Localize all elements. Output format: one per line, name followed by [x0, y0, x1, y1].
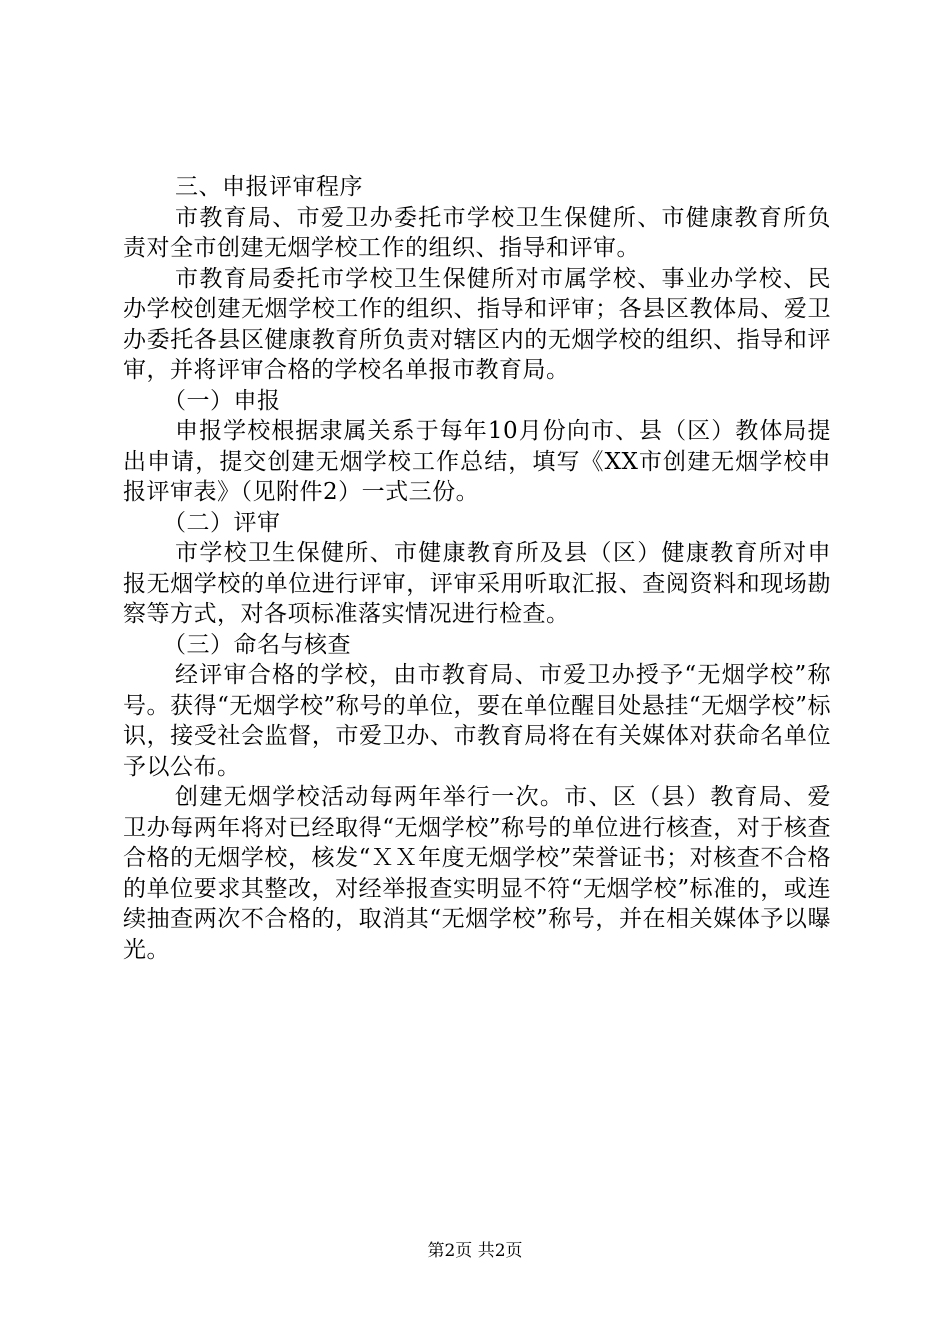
page-footer: 第2页 共2页 — [427, 1241, 523, 1261]
paragraph-inspection: 创建无烟学校活动每两年举行一次。市、区（县）教育局、爱卫办每两年将对已经取得“无烟学校”称号的单位进行核查，对于核查合格的无烟学校，核发“ＸＸ年度无烟学校”荣誉证书；对核查不合格的单位要求其整改，对经举报查实明显不符“无烟学校”标准的，或连续抽查两次不合格的，取消其“无烟学校”称号，并在相关媒体予以曝光。 — [123, 784, 831, 963]
section-heading: 三、申报评审程序 — [175, 174, 363, 200]
paragraph-naming: 经评审合格的学校，由市教育局、市爱卫办授予“无烟学校”称号。获得“无烟学校”称号的单位，要在单位醒目处悬挂“无烟学校”标识，接受社会监督，市爱卫办、市教育局将在有关媒体对获命名单位予以公布。 — [123, 662, 831, 780]
paragraph-responsibility: 市教育局、市爱卫办委托市学校卫生保健所、市健康教育所负责对全市创建无烟学校工作的组织、指导和评审。 — [123, 204, 831, 261]
subsection-heading-naming: （三）命名与核查 — [163, 631, 351, 658]
paragraph-review: 市学校卫生保健所、市健康教育所及县（区）健康教育所对申报无烟学校的单位进行评审，评审采用听取汇报、查阅资料和现场勘察等方式，对各项标准落实情况进行检查。 — [123, 540, 831, 627]
paragraph-delegation: 市教育局委托市学校卫生保健所对市属学校、事业办学校、民办学校创建无烟学校工作的组织、指导和评审；各县区教体局、爱卫办委托各县区健康教育所负责对辖区内的无烟学校的组织、指导和评审，并将评审合格的学校名单报市教育局。 — [123, 265, 831, 383]
paragraph-application: 申报学校根据隶属关系于每年10月份向市、县（区）教体局提出申请，提交创建无烟学校工作总结，填写《XX市创建无烟学校申报评审表》（见附件2）一式三份。 — [123, 418, 831, 505]
document-body — [123, 172, 831, 965]
subsection-heading-application: （一）申报 — [163, 387, 281, 414]
subsection-heading-review: （二）评审 — [163, 509, 281, 536]
